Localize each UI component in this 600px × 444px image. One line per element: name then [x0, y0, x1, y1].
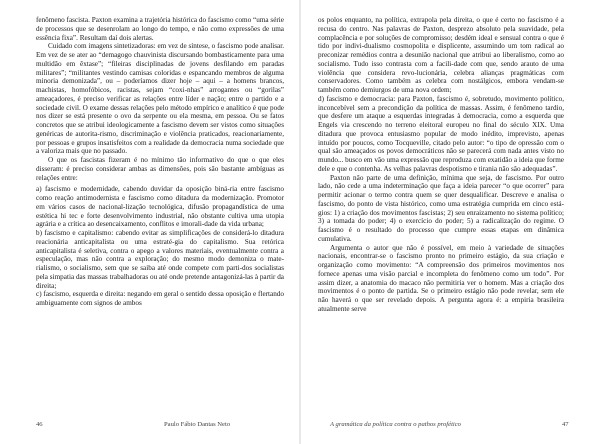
paragraph: os polos enquanto, na política, extrapola pela direita, o que é certo no fascismo é a recusa do centro. Nas palavras de Paxton, desprezo absoluto pela suavidade, pela complacência e por soluções de compromisso; desdém ideal e sensual contra o que é tido por indivi-dualismo cosmopolita e displicente, assumindo um tom radical ao preconizar remédios contra a desunião nacional que atribui ao liberalismo, como ao socialismo. Tudo isso contrasta com a facili-dade com que, sendo arauto de uma violência que considera revo-lucionária, celebra alianças pragmáticas com conservadores. Como também as celebra com nostálgicos, embora vendam-se também como demiurgos de uma nova ordem;: [318, 16, 564, 94]
running-head-title: A gramática da política contra o pathos profético: [330, 421, 461, 428]
paragraph: Paxton não parte de uma definição, mínima que seja, de fascismo. Por outro lado, não cede a uma indeterminação que faça a ideia parecer “o que ocorrer” para permitir acionar o termo contra quem se quer desqualificar. Descreve e analisa o fascismo, do ponto de vista histórico, como uma estratégia cumprida em cinco está-gios: 1) a criação dos movimentos fascistas; 2) seu enraizamento no sistema político; 3) a tomada do poder; 4) o exercício do poder; 5) a radicalização do regime. O fascismo é o resultado do processo que cumpre essas etapas em dinâmica cumulativa.: [318, 173, 564, 243]
paragraph: O que os fascistas fizeram é no mínimo tão informativo do que o que eles disseram: é preciso considerar ambas as dimensões, pois são bastante ambíguas as relações entre:: [36, 156, 284, 182]
right-page: [300, 0, 600, 444]
running-head-author: Paulo Fábio Dantas Neto: [164, 421, 231, 428]
paragraph: Argumenta o autor que não é possível, em meio à variedade de situações nacionais, encontrar-se o fascismo pronto no primeiro estágio, da sua criação e organização como movimento: “A compreensão dos primeiros movimentos nos fornece apenas uma visão parcial e incompleta do fenômeno como um todo”. Por assim dizer, a anatomia do macaco não permitiria ver o homem. Mas a criação dos movimentos é o ponto de partida. Se o primeiro estágio não pode revelar, sem ele não haverá o que ser revelado depois. A pergunta agora é: a empiria brasileira atualmente serve: [318, 243, 564, 313]
list-item-b: b) fascismo e capitalismo: cabendo evitar as simplificações de considerá-lo ditadura reacionária anticapitalista ou uma estraté-gia do capitalismo. Sua retórica anticapitalista é seletiva, contra o apego a valores materiais, eventualmente contra a especulação, mas não contra a exploração; do mesmo modo demoniza o mate-rialismo, o socialismo, sem que se saiba até onde compete com parti-dos socialistas pela simpatia das massas trabalhadoras ou até onde pretende antagonizá-las à partir da direita;: [36, 229, 284, 290]
list-item-c: c) fascismo, esquerda e direita: negando em geral o sentido dessa oposição e flertando ambiguamente com signos de ambos: [36, 290, 284, 307]
right-text-column: [318, 16, 564, 314]
paragraph: fenômeno fascista. Paxton examina a trajetória histórica do fascismo como “uma série de processos que se desenrolam ao longo do tempo, e não como expressões de uma essência fixa”. Resultam daí dois alertas.: [36, 16, 284, 42]
list-item-d: d) fascismo e democracia: para Paxton, fascismo é, sobretudo, movimento político, inconcebível sem a precondição da política de massas. Assim, é fenômeno tardio, que desfere um ataque a esquerdas integradas à democracia, como a esquerda que Engels via crescendo no terreno eleitoral europeu no final do século XIX. Uma ditadura que provoca entusiasmo popular de modo inédito, imprevisto, apenas intuído por poucos, como Tocqueville, citado pelo autor: “o tipo de opressão com o qual são ameaçados os povos democráticos não se parecerá com nada antes visto no mundo... busco em vão uma expressão que reproduza com exatidão a ideia que forme dele e que o contenha. As velhas palavras despotismo e tirania não são adequadas”.: [318, 94, 564, 173]
list-item-a: a) fascismo e modernidade, cabendo duvidar da oposição biná-ria entre fascismo como reação antimodernista e fascismo como ditadura da modernização. Promotor em vários casos de nacional-lização tecnológica, difusão propagandística de uma estética hi tec e forte desenvolvimento industrial, não obstante cultiva uma utopia agrária e a crítica ao desencaixamento, conflitos e imorali-dade da vida urbana;: [36, 185, 284, 229]
paragraph: Cuidado com imagens sintetizadoras: em vez de síntese, o fascismo pode analisar. Em vez de se ater ao “demagogo chauvinista discursando bombasticamente para uma multidão em êxtase”; “fileiras disciplinadas de jovens desfilando em paradas militares”; “militantes vestindo camisas coloridas e espancando membros de alguma minoria demonizada”, ou – poderíamos dizer hoje – aqui – a homens brancos, machistas, homofóbicos, racistas, sejam “coxi-nhas” arrogantes ou “gorilas” ameaçadores, é preciso verificar as relações entre líder e nação; entre o partido e a sociedade civil. O exame dessas relações pelo método empírico e analítico é que pode nos dizer se está presente o ovo da serpente ou ela mesma, em pessoa. Ou se fatos concretos que se atribui ideologicamente a fascismo devem ser vistos como situações genéricas de autorita-rismo, discriminação e violência praticados, reacionariamente, por pessoas e grupos insatisfeitos com a realidade da democracia numa sociedade que a valoriza mais que no passado.: [36, 42, 284, 156]
left-text-column: [36, 16, 284, 308]
page-number: 46: [36, 421, 43, 428]
page-number: 47: [562, 421, 569, 428]
